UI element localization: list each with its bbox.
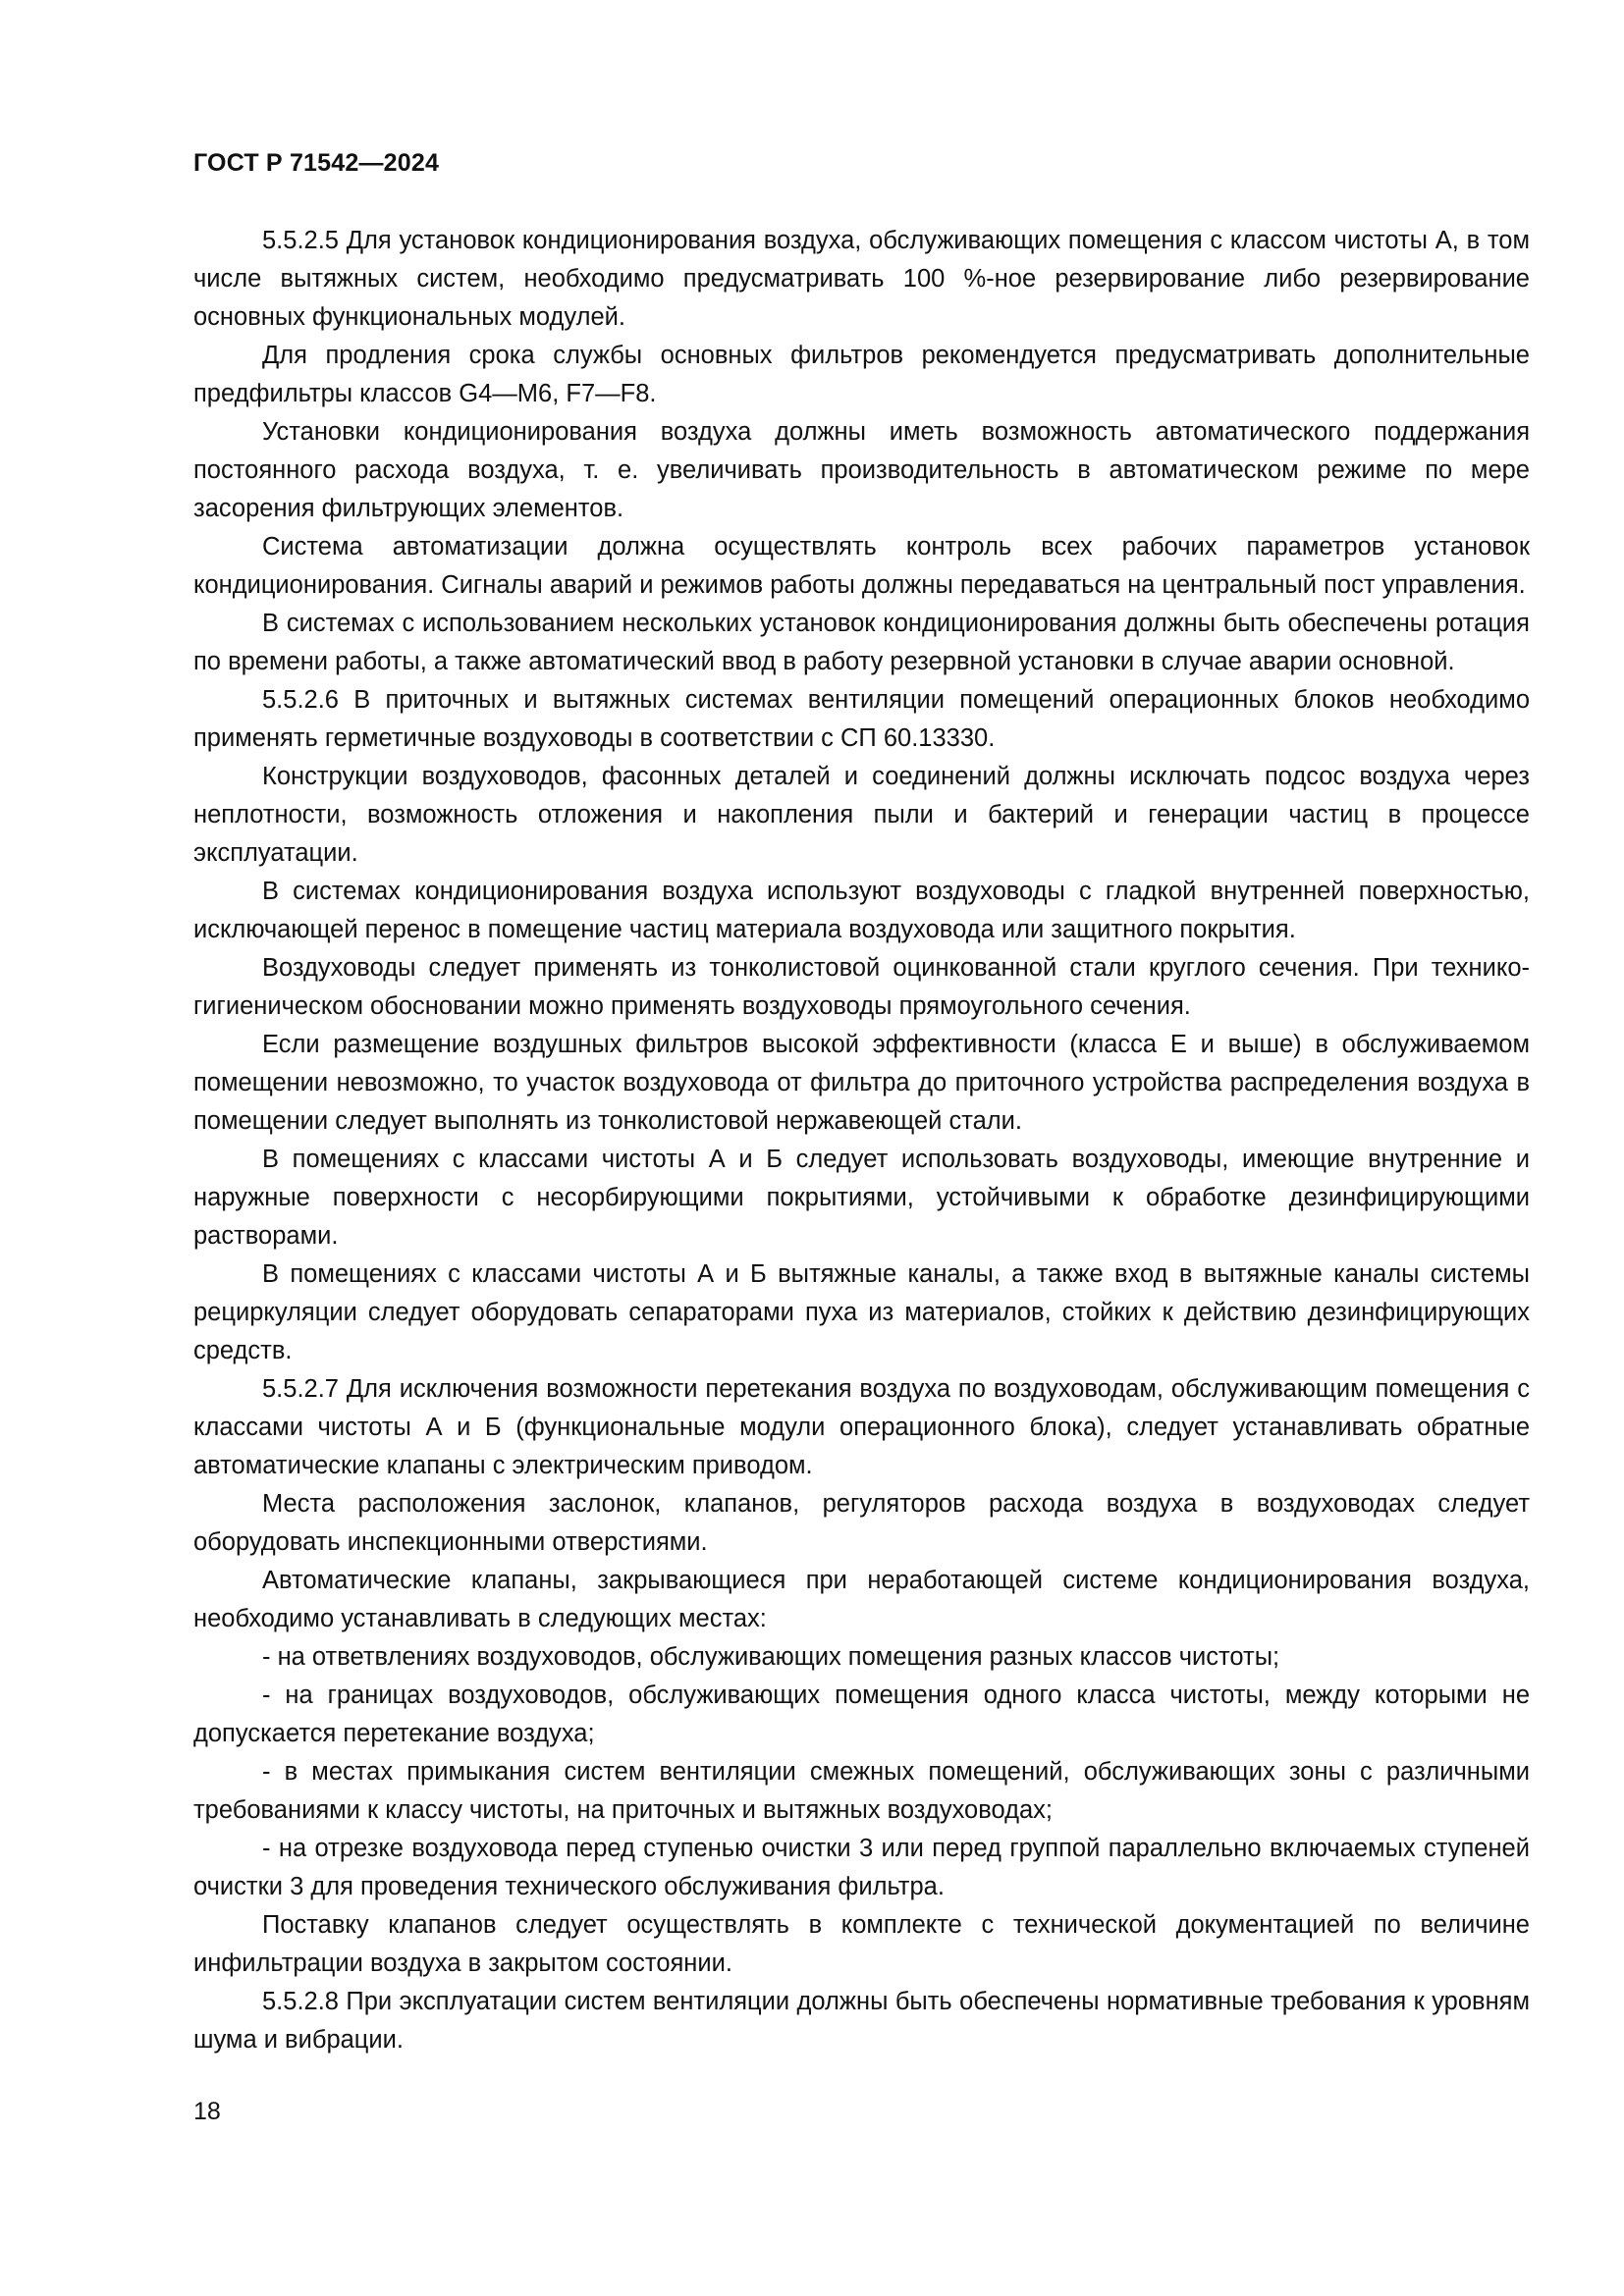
document-header: ГОСТ Р 71542—2024 <box>193 149 440 177</box>
paragraph: Поставку клапанов следует осуществлять в комплекте с технической документацией по величине инфильтрации воздуха в закрытом состоянии. <box>193 1911 1530 1977</box>
document-body <box>193 222 1530 2059</box>
paragraph-5-5-2-6: 5.5.2.6 В приточных и вытяжных системах вентиляции помещений операционных блоков необходимо применять герметичные воздуховоды в соответствии с СП 60.13330. <box>193 686 1530 752</box>
list-item: - на границах воздуховодов, обслуживающих помещения одного класса чистоты, между которыми не допускается перетекание воздуха; <box>193 1682 1530 1747</box>
paragraph: Конструкции воздуховодов, фасонных деталей и соединений должны исключать подсос воздуха через неплотности, возможность отложения и накопления пыли и бактерий и генерации частиц в процессе эксплуатации. <box>193 763 1530 867</box>
paragraph: Автоматические клапаны, закрывающиеся при неработающей системе кондиционирования воздуха, необходимо устанавливать в следующих местах: <box>193 1567 1530 1632</box>
list-item: - в местах примыкания систем вентиляции смежных помещений, обслуживающих зоны с различными требованиями к классу чистоты, на приточных и вытяжных воздуховодах; <box>193 1758 1530 1824</box>
paragraph-5-5-2-7: 5.5.2.7 Для исключения возможности перетекания воздуха по воздуховодам, обслуживающим помещения с классами чистоты А и Б (функциональные модули операционного блока), следует устанавливать обратные автоматические клапаны с электрическим приводом. <box>193 1375 1530 1479</box>
paragraph-5-5-2-8: 5.5.2.8 При эксплуатации систем вентиляции должны быть обеспечены нормативные требования к уровням шума и вибрации. <box>193 1988 1530 2054</box>
paragraph: Установки кондиционирования воздуха должны иметь возможность автоматического поддержания постоянного расхода воздуха, т. е. увеличивать производительность в автоматическом режиме по мере засорения фильтрующих элементов. <box>193 418 1530 522</box>
paragraph: Система автоматизации должна осуществлять контроль всех рабочих параметров установок кондиционирования. Сигналы аварий и режимов работы должны передаваться на центральный пост управления. <box>193 533 1530 599</box>
paragraph: В помещениях с классами чистоты А и Б следует использовать воздуховоды, имеющие внутренние и наружные поверхности с несорбирующими покрытиями, устойчивыми к обработке дезинфицирующими растворами. <box>193 1146 1530 1250</box>
paragraph: В системах с использованием нескольких установок кондиционирования должны быть обеспечены ротация по времени работы, а также автоматический ввод в работу резервной установки в случае аварии основной. <box>193 610 1530 675</box>
list-item: - на отрезке воздуховода перед ступенью очистки 3 или перед группой параллельно включаемых ступеней очистки 3 для проведения технического обслуживания фильтра. <box>193 1835 1530 1900</box>
paragraph: В системах кондиционирования воздуха используют воздуховоды с гладкой внутренней поверхностью, исключающей перенос в помещение частиц материала воздуховода или защитного покрытия. <box>193 878 1530 943</box>
paragraph: Для продления срока службы основных фильтров рекомендуется предусматривать дополнительные предфильтры классов G4—M6, F7—F8. <box>193 342 1530 407</box>
paragraph: Если размещение воздушных фильтров высокой эффективности (класса Е и выше) в обслуживаемом помещении невозможно, то участок воздуховода от фильтра до приточного устройства распределения воздуха в помещении следует выполнять из тонколистовой нержавеющей стали. <box>193 1031 1530 1135</box>
paragraph: Места расположения заслонок, клапанов, регуляторов расхода воздуха в воздуховодах следует оборудовать инспекционными отверстиями. <box>193 1490 1530 1556</box>
list-item: - на ответвлениях воздуховодов, обслуживающих помещения разных классов чистоты; <box>262 1643 1280 1671</box>
paragraph: Воздуховоды следует применять из тонколистовой оцинкованной стали круглого сечения. При технико-гигиеническом обосновании можно применять воздуховоды прямоугольного сечения. <box>193 954 1530 1020</box>
paragraph-5-5-2-5: 5.5.2.5 Для установок кондиционирования воздуха, обслуживающих помещения с классом чистоты А, в том числе вытяжных систем, необходимо предусматривать 100 %-ное резервирование либо резервирование основных функциональных модулей. <box>193 227 1530 331</box>
page-number: 18 <box>193 2098 221 2125</box>
paragraph: В помещениях с классами чистоты А и Б вытяжные каналы, а также вход в вытяжные каналы системы рециркуляции следует оборудовать сепараторами пуха из материалов, стойких к действию дезинфицирующих средств. <box>193 1260 1530 1364</box>
